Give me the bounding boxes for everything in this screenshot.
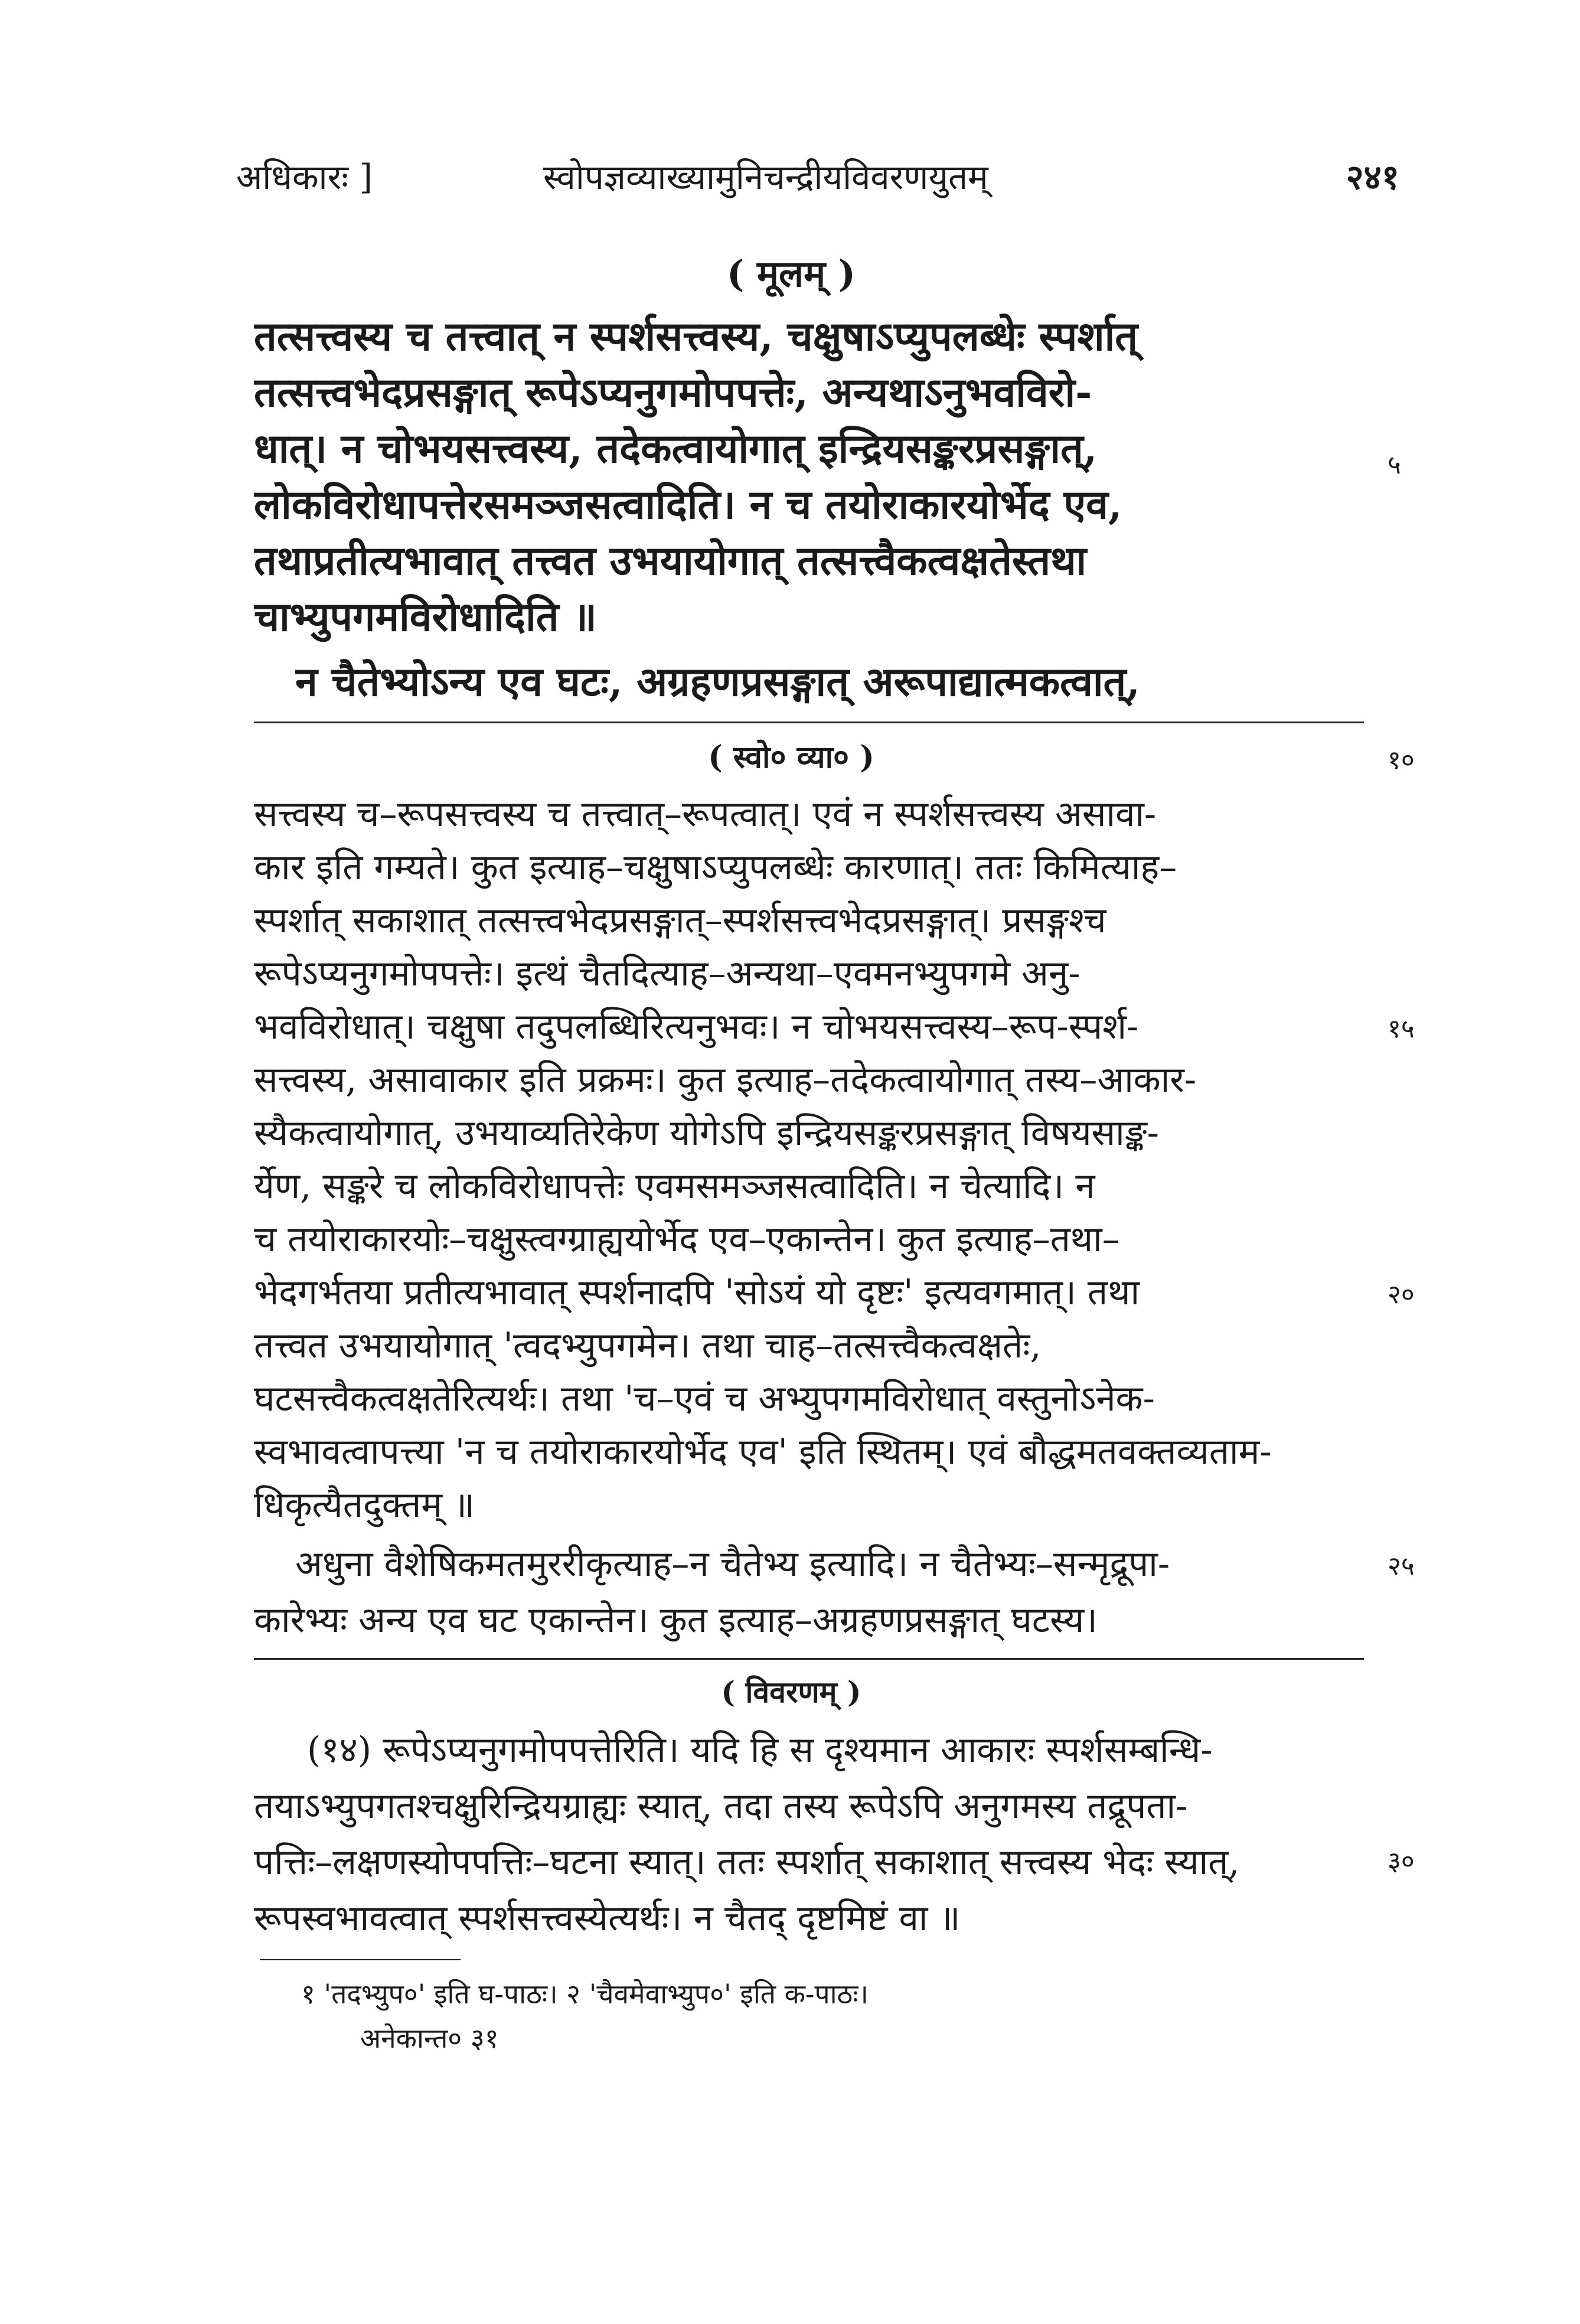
commentary-line: भवविरोधात्। चक्षुषा तदुपलब्धिरित्यनुभवः। न चोभयसत्त्वस्य–रूप-स्पर्श-	[254, 1006, 1139, 1047]
vivaranam-heading: ( विवरणम् )	[721, 1675, 861, 1709]
commentary-line: तत्त्वत उभयायोगात् 'त्वदभ्युपगमेन। तथा चाह–तत्सत्त्वैकत्वक्षतेः,	[254, 1325, 1042, 1366]
svopajna-heading: ( स्वो० व्या० )	[708, 739, 874, 775]
signature-mark: अनेकान्त० ३१	[360, 2022, 499, 2054]
mulam-line: न चैतेभ्योऽन्य एव घटः, अग्रहणप्रसङ्गात् अरूपाद्यात्मकत्वात्,	[295, 658, 1140, 706]
mulam-line: धात्। न चोभयसत्त्वस्य, तदेकत्वायोगात् इन्द्रियसङ्करप्रसङ्गात्,	[254, 425, 1098, 472]
running-header	[236, 152, 1399, 205]
header-title: स्वोपज्ञव्याख्यामुनिचन्द्रीयविवरणयुतम्	[543, 157, 988, 197]
commentary-line: भेदगर्भतया प्रतीत्यभावात् स्पर्शनादपि 'सोऽयं यो दृष्टः' इत्यवगमात्। तथा	[254, 1272, 1140, 1313]
commentary-line: स्पर्शात् सकाशात् तत्सत्त्वभेदप्रसङ्गात्–स्पर्शसत्त्वभेदप्रसङ्गात्। प्रसङ्गश्च	[254, 900, 1106, 941]
mulam-line: तथाप्रतीत्यभावात् तत्त्वत उभयायोगात् तत्सत्त्वैकत्वक्षतेस्तथा	[254, 537, 1087, 585]
margin-line-number: ५	[1388, 450, 1401, 480]
mulam-heading: ( मूलम् )	[726, 252, 856, 295]
margin-line-number: १०	[1388, 745, 1415, 775]
commentary-line: स्यैकत्वायोगात्, उभयाव्यतिरेकेण योगेऽपि इन्द्रियसङ्करप्रसङ्गात् विषयसाङ्क-	[254, 1112, 1159, 1154]
page-number: २४१	[1346, 157, 1399, 197]
section-divider	[254, 1658, 1364, 1660]
section-divider	[254, 722, 1364, 723]
vivarana-line: पत्तिः–लक्षणस्योपपत्तिः–घटना स्यात्। ततः स्पर्शात् सकाशात् सत्त्वस्य भेदः स्यात्,	[254, 1842, 1240, 1883]
vivarana-line: रूपस्वभावत्वात् स्पर्शसत्त्वस्येत्यर्थः। न चैतद् दृष्टमिष्टं वा ॥	[254, 1898, 961, 1939]
margin-line-number: १५	[1388, 1014, 1415, 1044]
mulam-line: तत्सत्त्वस्य च तत्त्वात् न स्पर्शसत्त्वस्य, चक्षुषाऽप्युपलब्धेः स्पर्शात्	[254, 313, 1138, 360]
commentary-line: र्येण, सङ्करे च लोकविरोधापत्तेः एवमसमञ्जसत्वादिति। न चेत्यादि। न	[254, 1166, 1095, 1207]
margin-line-number: २५	[1388, 1551, 1415, 1581]
header-chapter: अधिकारः ]	[236, 157, 373, 197]
margin-line-number: २०	[1388, 1279, 1415, 1310]
mulam-line: चाभ्युपगमविरोधादिति ॥	[254, 593, 597, 641]
commentary-line: कारेभ्यः अन्य एव घट एकान्तेन। कुत इत्याह–अग्रहणप्रसङ्गात् घटस्य।	[254, 1600, 1098, 1641]
footnote-rule	[260, 1959, 461, 1960]
commentary-line: धिकृत्यैतदुक्तम् ॥	[254, 1484, 475, 1526]
vivarana-line: (१४) रूपेऽप्यनुगमोपपत्तेरिति। यदि हि स दृश्यमान आकारः स्पर्शसम्बन्धि-	[307, 1729, 1213, 1771]
footnote-text: १ 'तदभ्युप०' इति घ-पाठः। २ 'चैवमेवाभ्युप०' इति क-पाठः।	[301, 1978, 869, 2010]
commentary-line: अधुना वैशेषिकमतमुररीकृत्याह–न चैतेभ्य इत्यादि। न चैतेभ्यः–सन्मृद्रूपा-	[295, 1543, 1170, 1585]
commentary-line: कार इति गम्यते। कुत इत्याह–चक्षुषाऽप्युपलब्धेः कारणात्। ततः किमित्याह–	[254, 847, 1177, 888]
commentary-line: रूपेऽप्यनुगमोपपत्तेः। इत्थं चैतदित्याह–अन्यथा–एवमनभ्युपगमे अनु-	[254, 953, 1080, 994]
commentary-line: च तयोराकारयोः–चक्षुस्त्वग्ग्राह्ययोर्भेद एव–एकान्तेन। कुत इत्याह–तथा–	[254, 1219, 1120, 1260]
mulam-line: तत्सत्त्वभेदप्रसङ्गात् रूपेऽप्यनुगमोपपत्तेः, अन्यथाऽनुभवविरो-	[254, 369, 1092, 416]
commentary-line: सत्त्वस्य च–रूपसत्त्वस्य च तत्त्वात्–रूपत्वात्। एवं न स्पर्शसत्त्वस्य असावा-	[254, 794, 1157, 835]
mulam-line: लोकविरोधापत्तेरसमञ्जसत्वादिति। न च तयोराकारयोर्भेद एव,	[254, 481, 1122, 528]
commentary-line: घटसत्त्वैकत्वक्षतेरित्यर्थः। तथा 'च–एवं च अभ्युपगमविरोधात् वस्तुनोऽनेक-	[254, 1378, 1155, 1419]
vivarana-line: तयाऽभ्युपगतश्चक्षुरिन्द्रियग्राह्यः स्यात्, तदा तस्य रूपेऽपि अनुगमस्य तद्रूपता-	[254, 1786, 1188, 1827]
commentary-line: स्वभावत्वापत्त्या 'न च तयोराकारयोर्भेद एव' इति स्थितम्। एवं बौद्धमतवक्तव्यताम-	[254, 1431, 1272, 1473]
margin-line-number: ३०	[1388, 1846, 1415, 1876]
commentary-line: सत्त्वस्य, असावाकार इति प्रक्रमः। कुत इत्याह–तदेकत्वायोगात् तस्य–आकार-	[254, 1059, 1197, 1101]
